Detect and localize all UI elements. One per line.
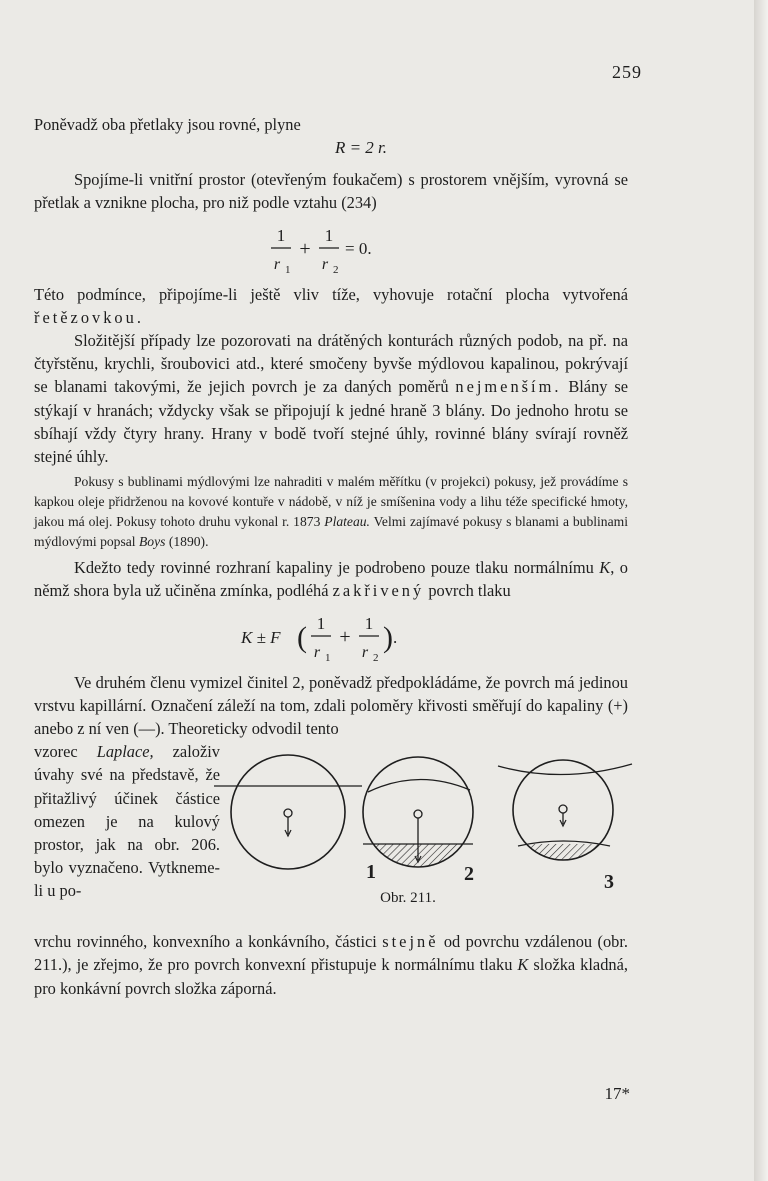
figure-block (34, 740, 628, 930)
particle-2 (414, 810, 422, 818)
eq3-paren-close: ) (383, 620, 393, 654)
small-note (34, 472, 628, 552)
eq3-den2: r (361, 643, 369, 661)
eq2-num2: 1 (324, 225, 334, 245)
eq2-sub1: 1 (285, 263, 291, 276)
sphere-plane-surface (214, 755, 376, 883)
particle-1 (284, 809, 292, 817)
eq3-sub2: 2 (373, 651, 379, 664)
paragraph-4 (34, 329, 628, 468)
p4-spaced-term: nejmenším. (455, 377, 562, 397)
eq3-plus: + (339, 625, 351, 648)
p3-spaced-term: řetězovkou. (34, 307, 144, 327)
eq3-lhs: K ± F (241, 627, 281, 647)
paragraph-2: Spojíme-li vnitřní prostor (otevřeným foukačem) s prostorem vnějším, vyrovná se přetlak a vznikne plocha, pro niž podle vztahu (234) (34, 170, 628, 213)
concave-surface-line (498, 764, 632, 775)
note-text-a: Pokusy s bublinami mýdlovými lze nahraditi v malém měřítku (v projekci) pokusy, jež provádíme s kapkou oleje přidrženou na kovové kontuře v nádobě, v níž je smíšenina vody a lihu téže specifické hmoty, jakou má olej. Pokusy tohoto druhu vykonal r. 1873 (34, 474, 628, 530)
page-edge (754, 0, 768, 1181)
figure-caption: Obr. 211. (380, 890, 436, 907)
sphere-convex-surface (360, 757, 480, 885)
paragraph-5 (34, 556, 628, 602)
p6-left-a: vzorec (34, 742, 78, 762)
paragraph-1: Poněvadž oba přetlaky jsou rovné, plyne (34, 115, 301, 134)
note-plateau: Plateau. (324, 514, 370, 530)
p5-symbol-k: K (599, 558, 611, 578)
action-sphere-1 (231, 755, 345, 869)
figure-label-2: 2 (464, 863, 474, 886)
eq3-sub1: 1 (325, 651, 331, 664)
p4-text-c: Blány se stýkají v hranách; vždycky však se připojují k jedné hraně 3 blány. Do jednoho hrotu se sbíhají vždy čtyry hrany. Hrany v bodě tvoří stejné úhly, rovinné blány svírají rovněž stejné úhly. (34, 377, 628, 467)
eq2-den2: r (321, 255, 329, 273)
p6-laplace: Laplace, (96, 742, 154, 762)
eq2-plus: + (299, 237, 311, 260)
paragraph-6-continued (34, 740, 220, 902)
p7-symbol-k: K (517, 955, 529, 975)
eq2-den1: r (273, 255, 281, 273)
paragraph-6: Ve druhém členu vymizel činitel 2, poněvadž předpokládáme, že povrch má jedinou vrstvu kapillární. Označení záleží na tom, zdali poloměry křivosti směřují do kapaliny (+) anebo z ní ven (—). Theoreticky odvodil tento (34, 672, 628, 739)
p5-text-b: , o němž shora byla už učiněna zmínka, podléhá (34, 558, 628, 601)
equation-curvature-zero (241, 221, 421, 279)
equation-r-2r: R = 2 r. (334, 138, 388, 158)
figure-label-3: 3 (604, 871, 614, 894)
p7-text-c: od povrchu vzdálenou (obr. 211.), je zřejmo, že pro povrch konvexní přistupuje k normálnímu tlaku (34, 932, 628, 975)
page-number: 259 (612, 62, 642, 82)
p5-text-d: povrch tlaku (428, 581, 511, 601)
eq2-num1: 1 (276, 225, 286, 245)
paragraph-3 (34, 283, 628, 329)
p5-text-a: Kdežto tedy rovinné rozhraní kapaliny je podrobeno pouze tlaku normálnímu (74, 558, 594, 578)
figure-label-1: 1 (366, 861, 376, 884)
p6-left-b: založiv úvahy své na představě, že přitažlivý účinek částice omezen je na kulový prostor, jak na obr. 206. bylo vyznačeno. Vytkneme-li u po- (34, 742, 220, 901)
p7-text-d: složka kladná, pro konkávní povrch složka záporná. (34, 955, 628, 998)
eq3-num1: 1 (316, 613, 326, 633)
note-text-c: (1890). (168, 534, 209, 550)
wrapped-text-column (34, 740, 220, 902)
p7-text-a: vrchu rovinného, konvexního a konkávního, částici (34, 932, 377, 952)
p3-text: Této podmínce, připojíme-li ještě vliv tíže, vyhovuje rotační plocha vytvořená (34, 284, 628, 304)
note-text-b: Velmi zajímavé pokusy s blanami a bublinami mýdlovými popsal (34, 514, 628, 550)
equation-pressure (231, 609, 431, 667)
body-text (34, 113, 628, 1000)
p5-spaced-term: zakřivený (332, 581, 425, 601)
hatched-region-3 (510, 844, 620, 874)
paragraph-7 (34, 930, 628, 1000)
eq3-den1: r (313, 643, 321, 661)
p7-spaced-term: stejně (382, 932, 439, 952)
eq3-num2: 1 (364, 613, 374, 633)
p4-text-a: Složitější případy lze pozorovati na drátěných konturách různých podob, na př. na čtyřstěnu, krychli, šroubovici atd., které smočeny byvše mýdlovou kapalinou, pokrývají se blanami takovými, že jejich povrch je za daných poměrů (34, 331, 628, 397)
signature-mark: 17* (604, 1084, 630, 1103)
eq3-period: . (393, 627, 398, 647)
convex-surface-line (368, 780, 470, 793)
note-boys: Boys (138, 534, 166, 550)
eq3-paren-open: ( (297, 620, 307, 654)
figure-211 (200, 740, 640, 920)
eq2-rhs: = 0. (345, 238, 372, 258)
particle-3 (559, 805, 567, 813)
eq2-sub2: 2 (333, 263, 339, 276)
sphere-concave-surface (498, 760, 632, 893)
